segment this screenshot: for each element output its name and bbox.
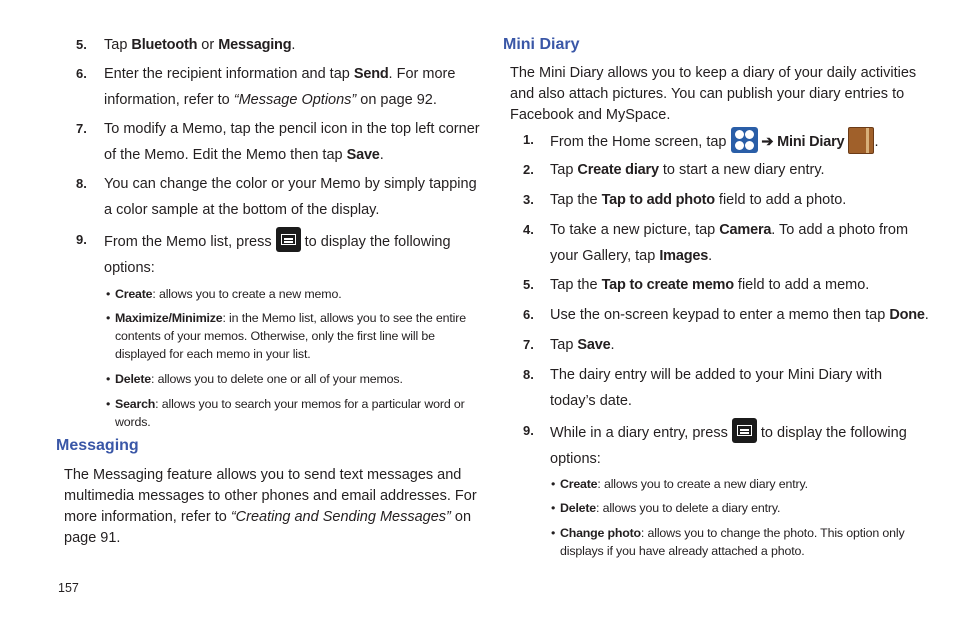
mini-diary-heading: Mini Diary [503, 36, 580, 53]
mini-diary-intro: The Mini Diary allows you to keep a diary of your daily activities and also attach pictures. You can publish your diary entries to Facebook and MySpace. [510, 65, 917, 123]
menu-key-icon [732, 418, 757, 443]
menu-key-icon [276, 227, 301, 252]
applications-icon [731, 127, 758, 153]
messaging-heading: Messaging [56, 437, 139, 454]
mini-diary-app-icon [848, 127, 874, 154]
messaging-paragraph: The Messaging feature allows you to send text messages and multimedia messages to other phones and email addresses. For more information, refer to “Creating and Sending Messages” on page 91. [64, 467, 477, 546]
page-number: 157 [58, 581, 79, 595]
